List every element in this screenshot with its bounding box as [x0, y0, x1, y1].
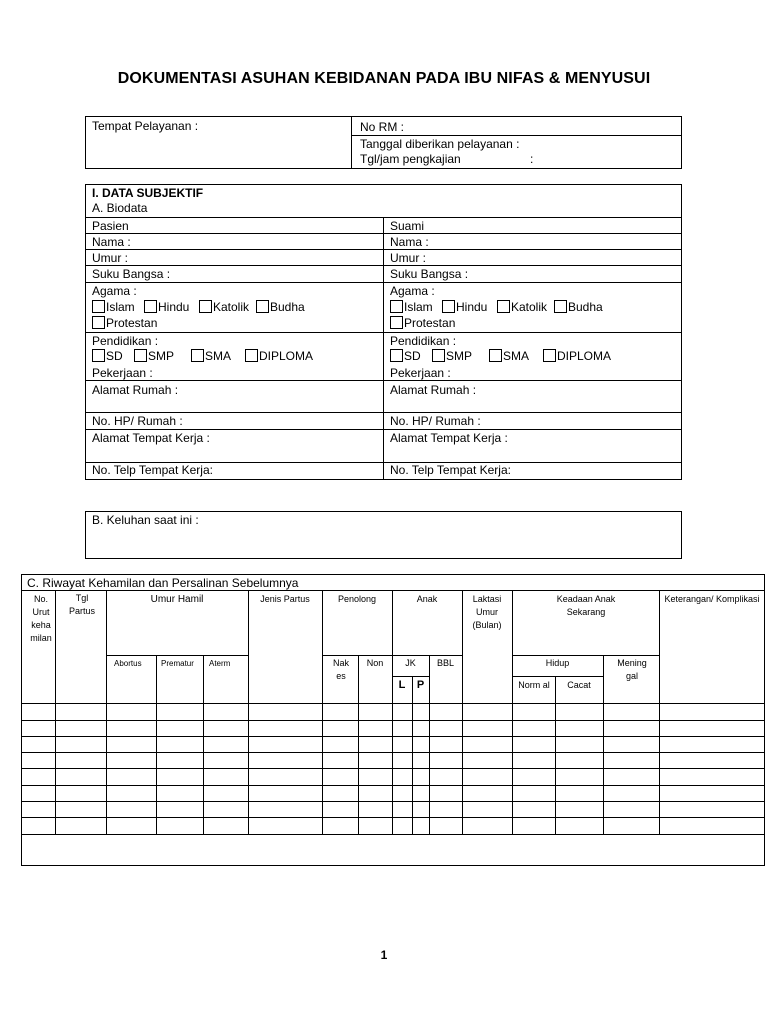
biodata-heading: A. Biodata	[92, 201, 148, 215]
suami-agama-label: Agama :	[390, 284, 435, 298]
suami-suku-field[interactable]: Suku Bangsa :	[390, 267, 469, 281]
checkbox-icon[interactable]	[134, 349, 147, 362]
col-aterm: Aterm	[209, 659, 231, 668]
checkbox-icon[interactable]	[199, 300, 212, 313]
col-laktasi: Laktasi Umur (Bulan)	[472, 594, 502, 630]
col-no-urut: No. Urut keha milan	[30, 594, 52, 643]
checkbox-icon[interactable]	[390, 349, 403, 362]
suami-pendidikan-label: Pendidikan :	[390, 334, 457, 348]
pasien-pendidikan-sd[interactable]: SD	[92, 349, 123, 363]
document-title: DOKUMENTASI ASUHAN KEBIDANAN PADA IBU NIFAS & MENYUSUI	[117, 70, 651, 87]
checkbox-icon[interactable]	[489, 349, 502, 362]
tgl-jam-pengkajian-label: Tgl/jam pengkajian	[360, 152, 461, 166]
keluhan-label: B. Keluhan saat ini :	[92, 513, 199, 527]
pasien-agama-label: Agama :	[92, 284, 137, 298]
suami-alamat-rumah-field[interactable]: Alamat Rumah :	[390, 383, 477, 397]
suami-agama-islam[interactable]: Islam	[390, 300, 433, 314]
col-nakes: Nak es	[332, 658, 349, 681]
checkbox-icon[interactable]	[497, 300, 510, 313]
col-meninggal: Mening gal	[617, 658, 647, 681]
suami-pendidikan-sma[interactable]: SMA	[489, 349, 529, 363]
col-prematur: Prematur	[161, 659, 194, 668]
col-jk: JK	[405, 658, 416, 668]
col-l: L	[398, 679, 406, 691]
col-hidup: Hidup	[545, 658, 570, 668]
col-bbl: BBL	[436, 658, 454, 668]
col-anak: Anak	[416, 594, 438, 604]
checkbox-icon[interactable]	[191, 349, 204, 362]
col-umur-hamil: Umur Hamil	[150, 594, 204, 605]
suami-telp-kerja-field[interactable]: No. Telp Tempat Kerja:	[390, 463, 511, 477]
suami-pekerjaan-field[interactable]: Pekerjaan :	[390, 366, 451, 380]
suami-pendidikan-sd[interactable]: SD	[390, 349, 421, 363]
no-rm-label: No RM :	[360, 120, 405, 134]
pasien-umur-field[interactable]: Umur :	[92, 251, 128, 265]
pasien-pendidikan-sma[interactable]: SMA	[191, 349, 231, 363]
pasien-nama-field[interactable]: Nama :	[92, 235, 131, 249]
pasien-suku-field[interactable]: Suku Bangsa :	[92, 267, 171, 281]
suami-agama-budha[interactable]: Budha	[554, 300, 603, 314]
suami-heading: Suami	[390, 219, 425, 233]
suami-pendidikan-diploma[interactable]: DIPLOMA	[543, 349, 611, 363]
checkbox-icon[interactable]	[92, 316, 105, 329]
suami-umur-field[interactable]: Umur :	[390, 251, 426, 265]
pasien-agama-protestan[interactable]: Protestan	[92, 316, 157, 330]
tgl-jam-colon: :	[530, 152, 534, 166]
checkbox-icon[interactable]	[144, 300, 157, 313]
checkbox-icon[interactable]	[92, 300, 105, 313]
col-normal: Norm al	[518, 680, 550, 690]
pasien-agama-islam[interactable]: Islam	[92, 300, 135, 314]
pasien-pekerjaan-field[interactable]: Pekerjaan :	[92, 366, 153, 380]
tempat-pelayanan-label: Tempat Pelayanan :	[92, 119, 199, 133]
col-jenis-partus: Jenis Partus	[260, 594, 310, 604]
checkbox-icon[interactable]	[256, 300, 269, 313]
riwayat-heading: C. Riwayat Kehamilan dan Persalinan Sebelumnya	[27, 576, 299, 590]
pasien-agama-budha[interactable]: Budha	[256, 300, 305, 314]
pasien-no-hp-field[interactable]: No. HP/ Rumah :	[92, 414, 183, 428]
pasien-pendidikan-label: Pendidikan :	[92, 334, 159, 348]
pasien-pendidikan-diploma[interactable]: DIPLOMA	[245, 349, 313, 363]
col-keterangan: Keterangan/ Komplikasi	[664, 594, 760, 604]
pasien-alamat-kerja-field[interactable]: Alamat Tempat Kerja :	[92, 431, 210, 445]
suami-agama-hindu[interactable]: Hindu	[442, 300, 487, 314]
col-keadaan-anak: Keadaan Anak Sekarang	[556, 594, 616, 617]
col-non: Non	[366, 658, 384, 668]
col-p: P	[416, 679, 425, 691]
pasien-agama-hindu[interactable]: Hindu	[144, 300, 189, 314]
col-abortus: Abortus	[114, 659, 142, 668]
pasien-heading: Pasien	[92, 219, 129, 233]
suami-nama-field[interactable]: Nama :	[390, 235, 429, 249]
suami-pendidikan-smp[interactable]: SMP	[432, 349, 472, 363]
suami-alamat-kerja-field[interactable]: Alamat Tempat Kerja :	[390, 431, 508, 445]
checkbox-icon[interactable]	[543, 349, 556, 362]
page-number: 1	[380, 948, 388, 962]
pasien-telp-kerja-field[interactable]: No. Telp Tempat Kerja:	[92, 463, 213, 477]
col-cacat: Cacat	[567, 680, 591, 690]
pasien-agama-katolik[interactable]: Katolik	[199, 300, 249, 314]
suami-agama-protestan[interactable]: Protestan	[390, 316, 455, 330]
data-subjektif-heading: I. DATA SUBJEKTIF	[92, 186, 204, 200]
col-tgl-partus: Tgl Partus	[68, 593, 95, 616]
suami-no-hp-field[interactable]: No. HP/ Rumah :	[390, 414, 481, 428]
tanggal-pelayanan-label: Tanggal diberikan pelayanan :	[360, 137, 520, 151]
checkbox-icon[interactable]	[92, 349, 105, 362]
checkbox-icon[interactable]	[390, 316, 403, 329]
checkbox-icon[interactable]	[442, 300, 455, 313]
suami-agama-katolik[interactable]: Katolik	[497, 300, 547, 314]
checkbox-icon[interactable]	[432, 349, 445, 362]
col-penolong: Penolong	[337, 594, 377, 604]
checkbox-icon[interactable]	[245, 349, 258, 362]
pasien-alamat-rumah-field[interactable]: Alamat Rumah :	[92, 383, 179, 397]
pasien-pendidikan-smp[interactable]: SMP	[134, 349, 174, 363]
checkbox-icon[interactable]	[390, 300, 403, 313]
checkbox-icon[interactable]	[554, 300, 567, 313]
